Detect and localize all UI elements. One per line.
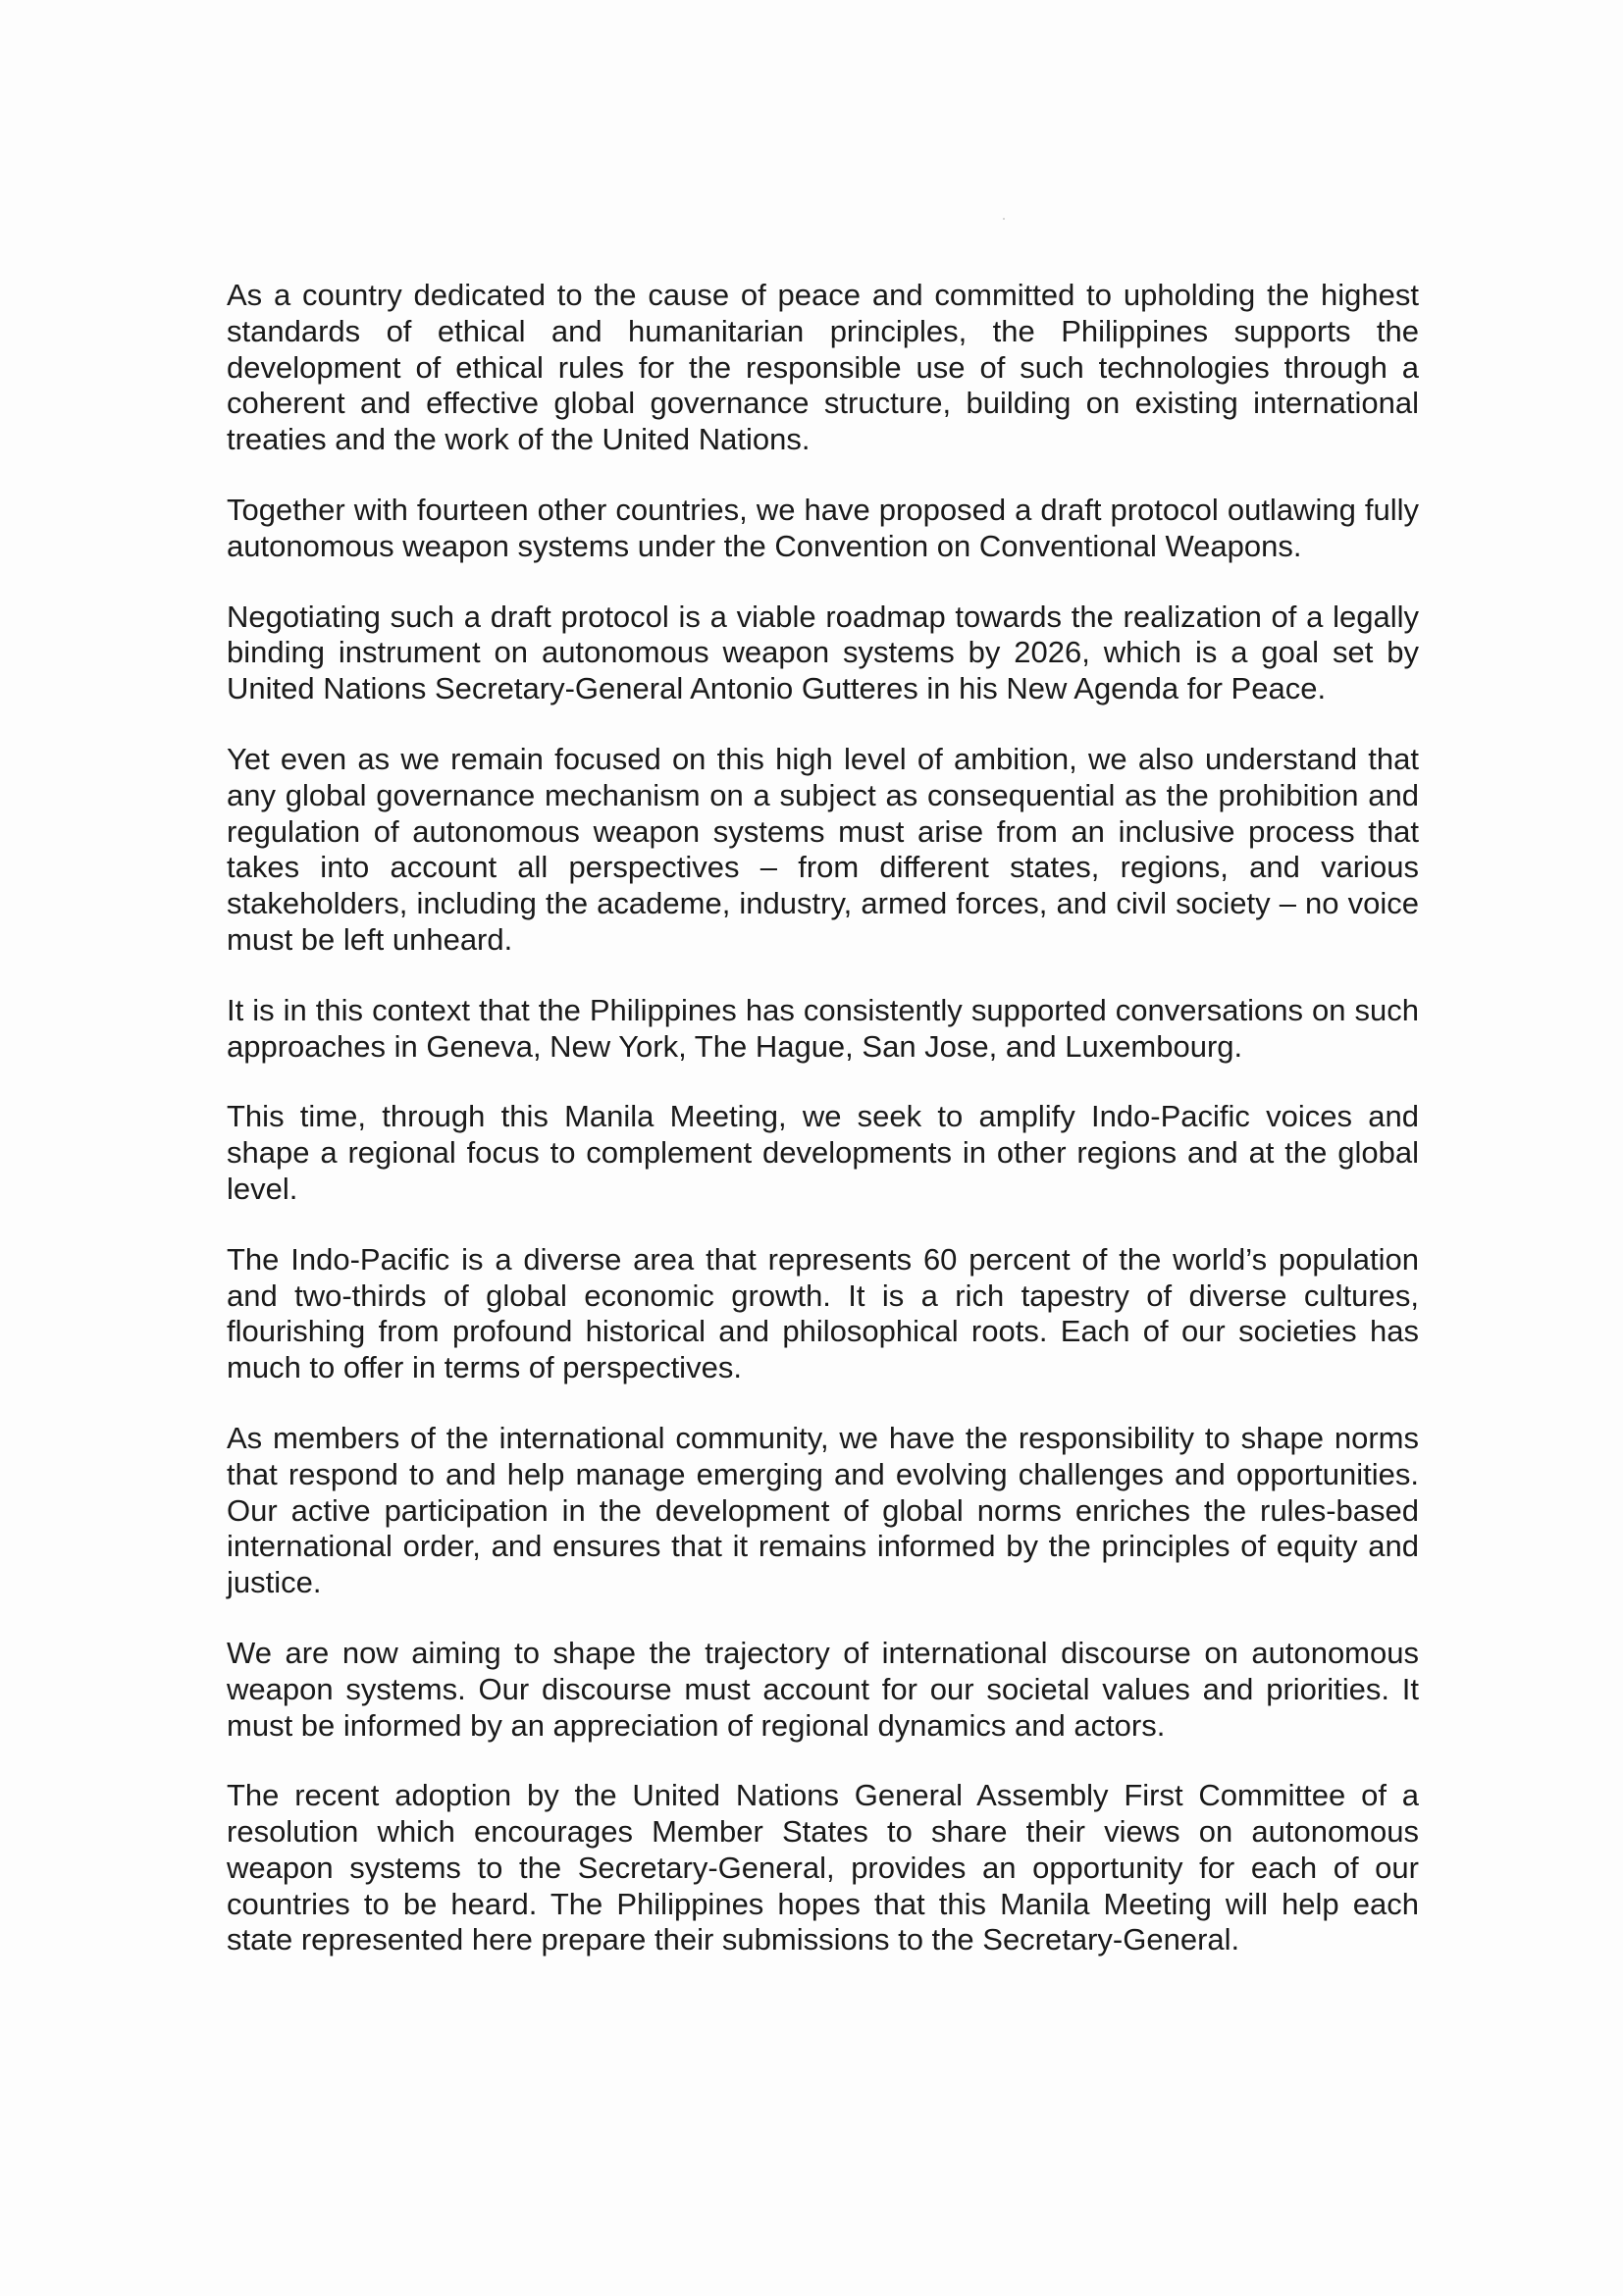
paragraph-roadmap-2026: Negotiating such a draft protocol is a viable roadmap towards the realization of a legally binding instrument on autonomous weapon systems by 2026, which is a goal set by United Nations Secretary-General Antonio Gutteres in his New Agenda for Peace. [227, 599, 1419, 706]
paragraph-inclusive-process: Yet even as we remain focused on this high level of ambition, we also understand that any global governance mechanism on a subject as consequential as the prohibition and regulation of autonomous weapon systems must arise from an inclusive process that takes into account all perspectives – from different states, regions, and various stakeholders, including the academe, industry, armed forces, and civil society – no voice must be left unheard. [227, 741, 1419, 957]
paragraph-unga-resolution: The recent adoption by the United Nations General Assembly First Committee of a resolution which encourages Member States to share their views on autonomous weapon systems to the Secretary-General, provides an opportunity for each of our countries to be heard. The Philippines hopes that this Manila Meeting will help each state represented here prepare their submissions to the Secretary-General. [227, 1778, 1419, 1957]
paragraph-discourse: We are now aiming to shape the trajectory of international discourse on autonomous weapon systems. Our discourse must account for our societal values and priorities. It must be informed by an appreciation of regional dynamics and actors. [227, 1635, 1419, 1743]
paragraph-draft-protocol: Together with fourteen other countries, we have proposed a draft protocol outlawing fully autonomous weapon systems under the Convention on Conventional Weapons. [227, 492, 1419, 563]
paragraph-ethical-rules: As a country dedicated to the cause of peace and committed to upholding the highest standards of ethical and humanitarian principles, the Philippines supports the development of ethical rules for the responsible use of such technologies through a coherent and effective global governance structure, building on existing international treaties and the work of the United Nations. [227, 278, 1419, 457]
paragraph-manila-meeting: This time, through this Manila Meeting, we seek to amplify Indo-Pacific voices and shape a regional focus to complement developments in other regions and at the global level. [227, 1099, 1419, 1206]
paragraph-global-norms: As members of the international community, we have the responsibility to shape norms that respond to and help manage emerging and evolving challenges and opportunities. Our active participation in the development of global norms enriches the rules-based international order, and ensures that it remains informed by the principles of equity and justice. [227, 1420, 1419, 1600]
paragraph-conversations: It is in this context that the Philippines has consistently supported conversations on such approaches in Geneva, New York, The Hague, San Jose, and Luxembourg. [227, 992, 1419, 1064]
paragraph-indo-pacific: The Indo-Pacific is a diverse area that represents 60 percent of the world’s population and two-thirds of global economic growth. It is a rich tapestry of diverse cultures, flourishing from profound historical and philosophical roots. Each of our societies has much to offer in terms of perspectives. [227, 1241, 1419, 1385]
scan-speck [1003, 218, 1005, 220]
statement-body [227, 278, 1419, 1993]
